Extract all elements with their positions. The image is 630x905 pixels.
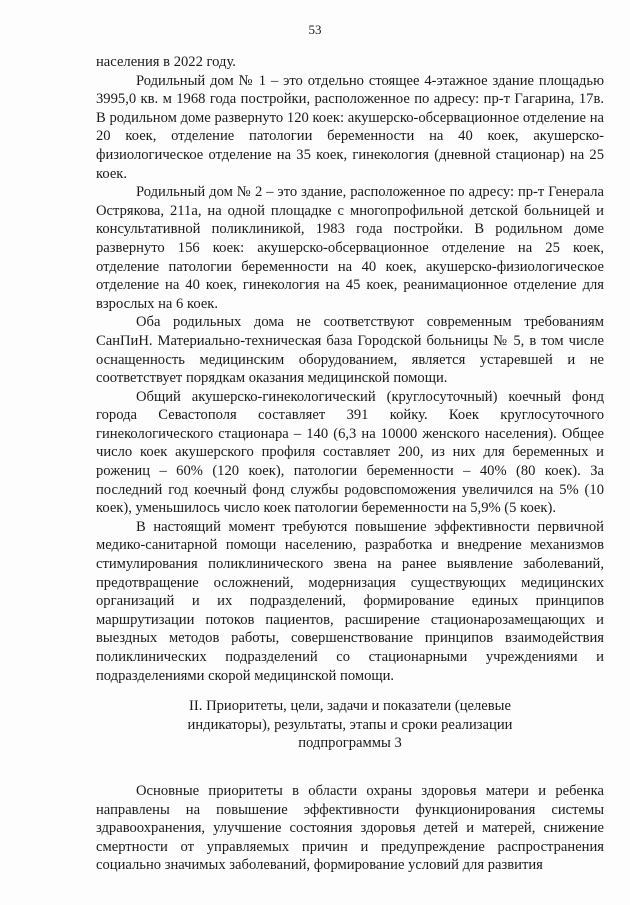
paragraph-continuation: населения в 2022 году. (96, 54, 236, 70)
section-heading: II. Приоритеты, цели, задачи и показатели (целевые индикаторы), результаты, этапы и сроки реализации подпрограммы 3 (187, 698, 513, 752)
page-body (96, 53, 604, 875)
paragraph-sanpin-compliance: Оба родильных дома не соответствуют современным требованиям СанПиН. Материально-техническая база Городской больницы № 5, в том числе оснащенность медицинским оборудованием, является устаревшей и не соответствует порядкам оказания медицинской помощи. (96, 314, 604, 387)
paragraph-current-needs: В настоящий момент требуются повышение эффективности первичной медико-санитарной помощи населению, разработка и внедрение механизмов стимулирования поликлинического звена на ранее выявление заболеваний, предотвращение осложнений, модернизация существующих медицинских организаций и их подразделений, формирование единых принципов маршрутизации потоков пациентов, расширение стационарозамещающих и выездных методов работы, совершенствование принципов взаимодействия поликлинических подразделений со стационарными учреждениями и подразделениями скорой медицинской помощи. (96, 518, 604, 684)
heading-spacer (96, 753, 604, 782)
paragraph-main-priorities: Основные приоритеты в области охраны здоровья матери и ребенка направлены на повышение эффективности функционирования системы здравоохранения, улучшение состояния здоровья детей и матерей, снижение смертности от управляемых причин и предупреждение распространения социально значимых заболеваний, формирование условий для развития (96, 782, 604, 874)
paragraph-bed-fund: Общий акушерско-гинекологический (круглосуточный) коечный фонд города Севастополя составляет 391 койку. Коек круглосуточного гинекологического стационара – 140 (6,3 на 10000 женского населения). Общее число коек акушерского профиля составляет 200, из них для беременных и рожениц – 60% (120 коек), патологии беременности – 40% (80 коек). За последний год коечный фонд службы родовспоможения увеличился на 5% (10 коек), уменьшилось число коек патологии беременности на 5,9% (5 коек). (96, 388, 604, 517)
page-number: 53 (308, 22, 322, 37)
paragraph-maternity-hospital-2: Родильный дом № 2 – это здание, расположенное по адресу: пр-т Генерала Острякова, 211а, на одной площадке с многопрофильной детской больницей и консультативной поликлиникой, 1983 года постройки. В родильном доме развернуто 156 коек: акушерско-обсервационное отделение на 25 коек, отделение патологии беременности на 40 коек, акушерско-физиологическое отделение на 40 коек, гинекология на 45 коек, реанимационное отделение для взрослых на 6 коек. (96, 184, 604, 312)
paragraph-maternity-hospital-1: Родильный дом № 1 – это отдельно стоящее 4-этажное здание площадью 3995,0 кв. м 1968 года постройки, расположенное по адресу: пр-т Гагарина, 17в. В родильном доме развернуто 120 коек: акушерско-обсервационное отделение на 20 коек, отделение патологии беременности на 40 коек, акушерско-физиологическое отделение на 35 коек, гинекология (дневной стационар) на 25 коек. (96, 72, 604, 182)
